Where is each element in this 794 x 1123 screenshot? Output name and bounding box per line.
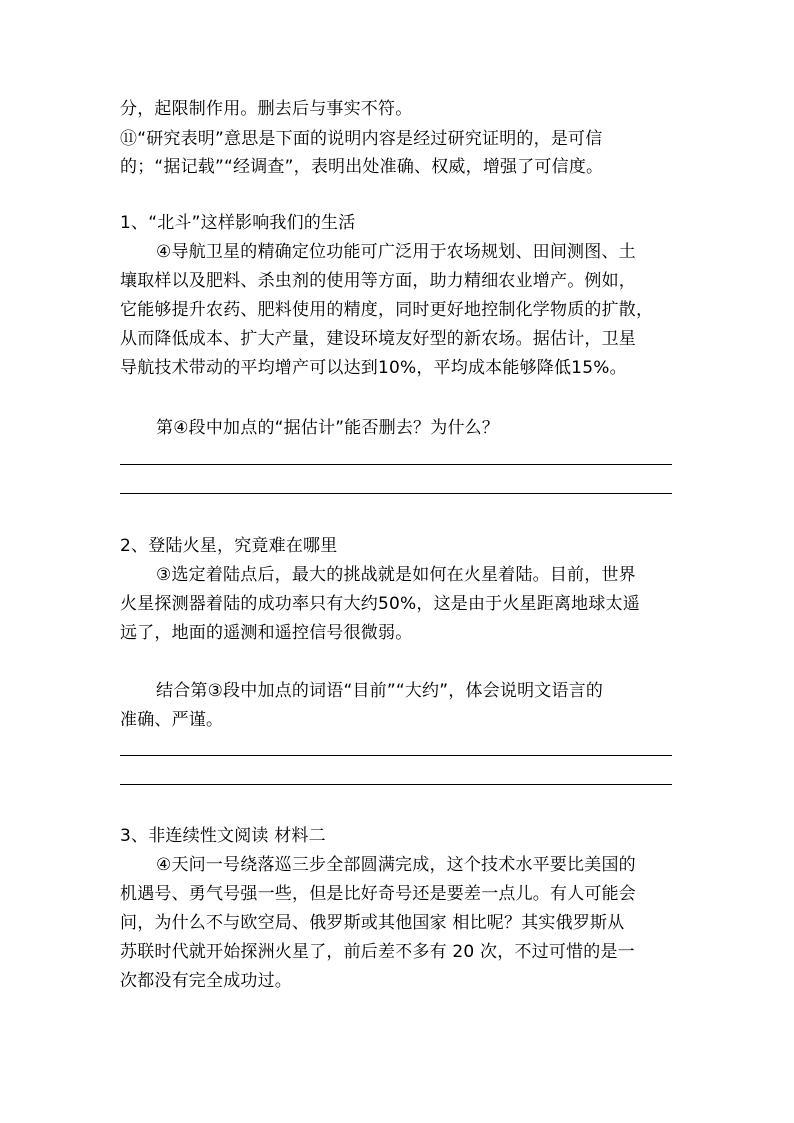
passage-line: ④天问一号绕落巡三步全部圆满完成，这个技术水平要比美国的 (156, 855, 636, 875)
answer-line (120, 464, 672, 465)
passage-line: 苏联时代就开始探洲火星了，前后差不多有 20 次，不过可惜的是一 (120, 942, 635, 962)
passage-line: 火星探测器着陆的成功率只有大约50%，这是由于火星距离地球太遥 (120, 594, 640, 614)
question-prompt: 第④段中加点的“据估计”能否删去？为什么？ (156, 418, 500, 438)
question-heading: 1、“北斗”这样影响我们的生活 (120, 213, 356, 233)
passage-line: 从而降低成本、扩大产量，建设环境友好型的新农场。据估计，卫星 (120, 329, 636, 349)
text-line: 的；“据记载”“经调查”，表明出处准确、权威，增强了可信度。 (120, 157, 604, 177)
passage-line: ④导航卫星的精确定位功能可广泛用于农场规划、田间测图、土 (156, 242, 636, 262)
passage-line: ③选定着陆点后，最大的挑战就是如何在火星着陆。目前，世界 (156, 565, 636, 585)
answer-line (120, 755, 672, 756)
question-heading: 3、非连续性文阅读 材料二 (120, 826, 326, 846)
passage-line: 导航技术带动的平均增产可以达到10%，平均成本能够降低15%。 (120, 358, 627, 378)
passage-line: 机遇号、勇气号强一些，但是比好奇号还是要差一点儿。有人可能会 (120, 884, 636, 904)
passage-line: 壤取样以及肥料、杀虫剂的使用等方面，助力精细农业增产。例如， (120, 271, 636, 291)
passage-line: 问，为什么不与欧空局、俄罗斯或其他国家 相比呢？其实俄罗斯从 (120, 913, 625, 933)
answer-line (120, 493, 672, 494)
passage-line: 它能够提升农药、肥料使用的精度，同时更好地控制化学物质的扩散， (120, 300, 654, 320)
question-prompt: 结合第③段中加点的词语“目前”“大约”，体会说明文语言的 (156, 681, 604, 701)
passage-line: 远了，地面的遥测和遥控信号很微弱。 (120, 623, 413, 643)
passage-line: 次都没有完全成功过。 (120, 971, 292, 991)
answer-line (120, 784, 672, 785)
text-line: ⑪“研究表明”意思是下面的说明内容是经过研究证明的，是可信 (120, 129, 603, 149)
text-line: 分，起限制作用。删去后与事实不符。 (120, 99, 413, 119)
question-prompt: 准确、严谨。 (120, 710, 224, 730)
question-heading: 2、登陆火星，究竟难在哪里 (120, 536, 338, 556)
